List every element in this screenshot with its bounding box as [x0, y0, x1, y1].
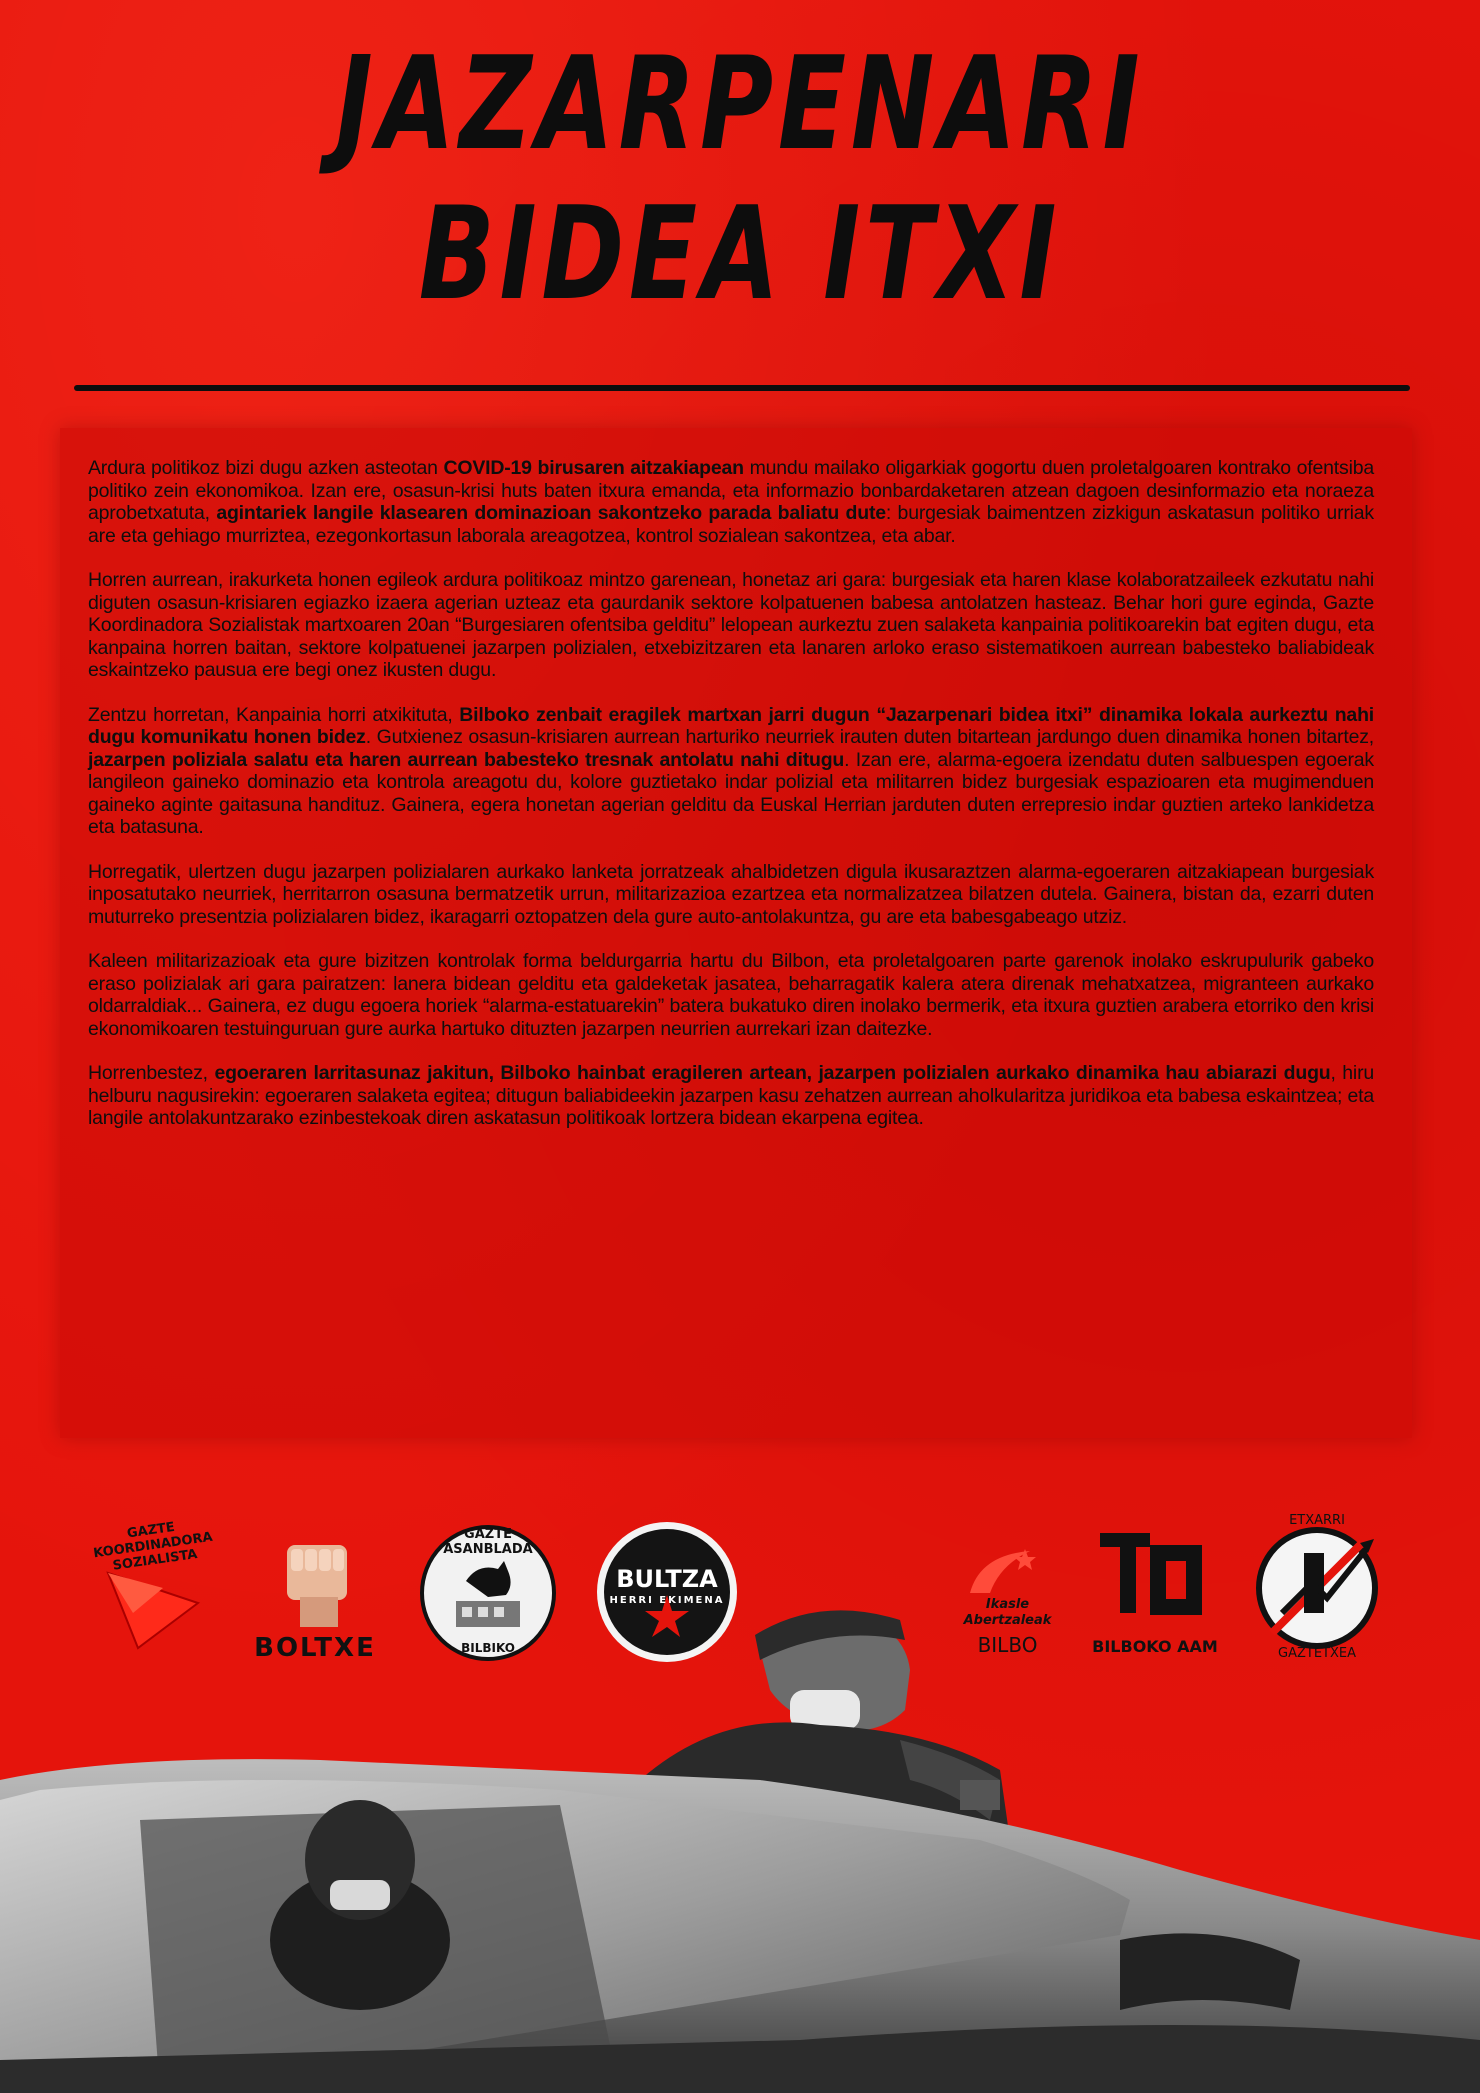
paragraph	[88, 704, 1374, 839]
ikasle-city-label: BILBO	[977, 1633, 1038, 1657]
text-run: Kaleen militarizazioak eta gure bizitzen kontrolak forma beldurgarria hartu du Bilbon, eta proletalgoaren parte garenok inolako eskrupulurik gabeko eraso polizialak ari gara pairatzen: lanera bidean gelditu eta galdeketak jasatea, beharragatik kalera atera direnak mehatxatzea, migranteen aurkako oldarraldiak... Gainera, ez dugu egoera horiek “alarma-estatuarekin” batera bukatuko diren inolako bermerik, eta itxura guztien arabera etorriko den krisi ekonomikoaren testuinguruan gure aurka hartuko dituzten jazarpen neurrien aurrekari izan daitezke.	[88, 950, 1374, 1040]
statement-body	[88, 457, 1374, 1152]
gks-label: GAZTE KOORDINADORA SOZIALISTA	[92, 1519, 214, 1574]
logo-ikasle-abertzaleak	[940, 1545, 1075, 1665]
etxarri-bottom-label: GAZTETXEA	[1278, 1646, 1356, 1661]
paragraph	[88, 950, 1374, 1040]
text-run: mundu mailako oligarkiak gogortu duen proletalgoaren kontrako ofentsiba politiko zein ekonomikoa. Izan ere, osasun-krisi huts baten itxura emanda, eta informazio bonbardaketaren atzean dagoen desinformazio eta noraeza aprobetxatuta,	[88, 457, 1374, 524]
asanblada-bottom-label: BILBIKO	[461, 1641, 515, 1655]
bold-text-run: egoeraren larritasunaz jakitun, Bilboko hainbat eragileren artean, jazarpen polizialen aurkako dinamika hau abiarazi dugu	[214, 1062, 1331, 1084]
asanblada-top-label: GAZTE ASANBLADA	[443, 1527, 533, 1557]
bold-text-run: agintariek langile klasearen dominazioan sakontzeko parada baliatu dute	[216, 502, 886, 524]
raised-fist-icon	[245, 1535, 385, 1630]
text-run: Zentzu horretan, Kanpainia horri atxikituta,	[88, 703, 460, 726]
paragraph	[88, 1062, 1374, 1130]
title-line-1: JAZARPENARI	[335, 30, 1145, 179]
text-run: . Izan ere, alarma-egoera izendatu duten salbuespen egoerak langileon gaineko dominazio eta kontrola areagotu du, kolore guztietako indar polizial eta militarren bidez burgesiak espazioaren eta mugimenduen gaineko aginte gaitasuna handituz. Gainera, egera honetan agerian gelditu da Euskal Herrian jarduten duten errepresio indar guztien arteko lankidetza eta batasuna.	[88, 748, 1374, 838]
paragraph	[88, 457, 1374, 547]
text-run: : burgesiak baimentzen zizkigun askatasun politiko urriak are eta gehiago murriztea, ezegonkortasun laborala areagotzea, kontrol sozialean sakontzea, eta abar.	[88, 502, 1374, 547]
bultza-sublabel: HERRI EKIMENA	[609, 1595, 725, 1606]
ikasle-label-1: Ikasle	[985, 1597, 1030, 1612]
text-run: Horren aurrean, irakurketa honen egileok ardura politikoaz mintzo garenean, honetaz ari gara: burgesiak eta haren klase kolaboratzaileek ezkutatu nahi diguten osasun-krisiaren egiazko izaera agerian uzteaz eta gaurdanik sektore kolpatuenen babesa antolatzen hasteaz. Behar hori gure eginda, Gazte Koordinadora Sozialistak martxoaren 20an “Burgesiaren ofentsiba gelditu” lelopean aurkeztu zuen salaketa kanpainia politikoarekin bat egiten dugu, eta kanpaina horren baitan, sektore kolpatuenei jazarpen polizialen, etxebizitzaren eta lanaren arloko eraso sistematikoen aurrean babesteko baliabideak eskaintzeko pausua ere begi onez ikusten dugu.	[88, 569, 1374, 681]
bold-text-run: jazarpen poliziala salatu eta haren aurrean babesteko tresnak antolatu nahi ditugu	[88, 748, 845, 771]
text-run: Horrenbestez,	[88, 1062, 215, 1084]
aam-label: BILBOKO AAM	[1092, 1637, 1218, 1656]
text-run: Ardura politikoz bizi dugu azken asteotan	[88, 457, 444, 479]
title-divider	[74, 385, 1410, 391]
ikasle-star-icon	[940, 1545, 1075, 1595]
etxarri-top-label: ETXARRI	[1289, 1513, 1345, 1528]
poster-title	[163, 30, 1317, 330]
car	[0, 1759, 1480, 2093]
paragraph	[88, 569, 1374, 682]
ikasle-label-2: Abertzaleak	[963, 1613, 1052, 1628]
bold-text-run: Bilboko zenbait eragilek martxan jarri dugun “Jazarpenari bidea itxi” dinamika lokala aurkeztu nahi dugu komunikatu honen bidez	[88, 703, 1375, 748]
logo-bilboko-aam	[1090, 1525, 1220, 1665]
logo-gazte-koordinadora-sozialista	[78, 1513, 228, 1663]
logo-gazte-asanblada	[418, 1523, 558, 1663]
organization-logos	[0, 1505, 1480, 1675]
title-line-2: BIDEA ITXI	[418, 180, 1062, 329]
logo-boltxe	[245, 1535, 385, 1665]
bold-text-run: COVID-19 birusaren aitzakiapean	[443, 457, 744, 479]
bultza-label: BULTZA	[616, 1565, 718, 1593]
boltxe-label: BOLTXE	[254, 1633, 376, 1663]
logo-bultza	[594, 1519, 740, 1665]
etxarri-emblem-icon	[1242, 1513, 1392, 1663]
text-run: Horregatik, ulertzen dugu jazarpen polizialaren aurkako lanketa jorratzeak ahalbidetzen digula ikusaraztzen alarma-egoeraren aitzakiapean burgesiak inposatutako neurriek, herritarron osasuna bermatzetik urrun, militarizazioa ezartzea eta normalizatzea bilatzen dutela. Gainera, bistan da, ezarri duten muturreko presentzia polizialaren bidez, ikaragarri oztopatzen dela gure auto-antolakuntza, gu are eta babesgabeago utziz.	[88, 860, 1374, 928]
text-run: . Gutxienez osasun-krisiaren aurrean harturiko neurriek irauten duten bitartean jardungo duen dinamika honen bitartez,	[365, 726, 1374, 748]
logo-etxarri-gaztetxea	[1242, 1513, 1392, 1663]
paragraph	[88, 861, 1374, 929]
text-run: , hiru helburu nagusirekin: egoeraren salaketa egitea; ditugun baliabideekin jazarpen kasu zehatzen aurrean aholkularitza juridikoa eta babesa eskaintzea; eta langile antolakuntzarako ezinbestekoak diren askatasun politikoak lortzera bidean ekarpena egitea.	[88, 1062, 1375, 1129]
aam-symbol-icon	[1090, 1525, 1220, 1635]
